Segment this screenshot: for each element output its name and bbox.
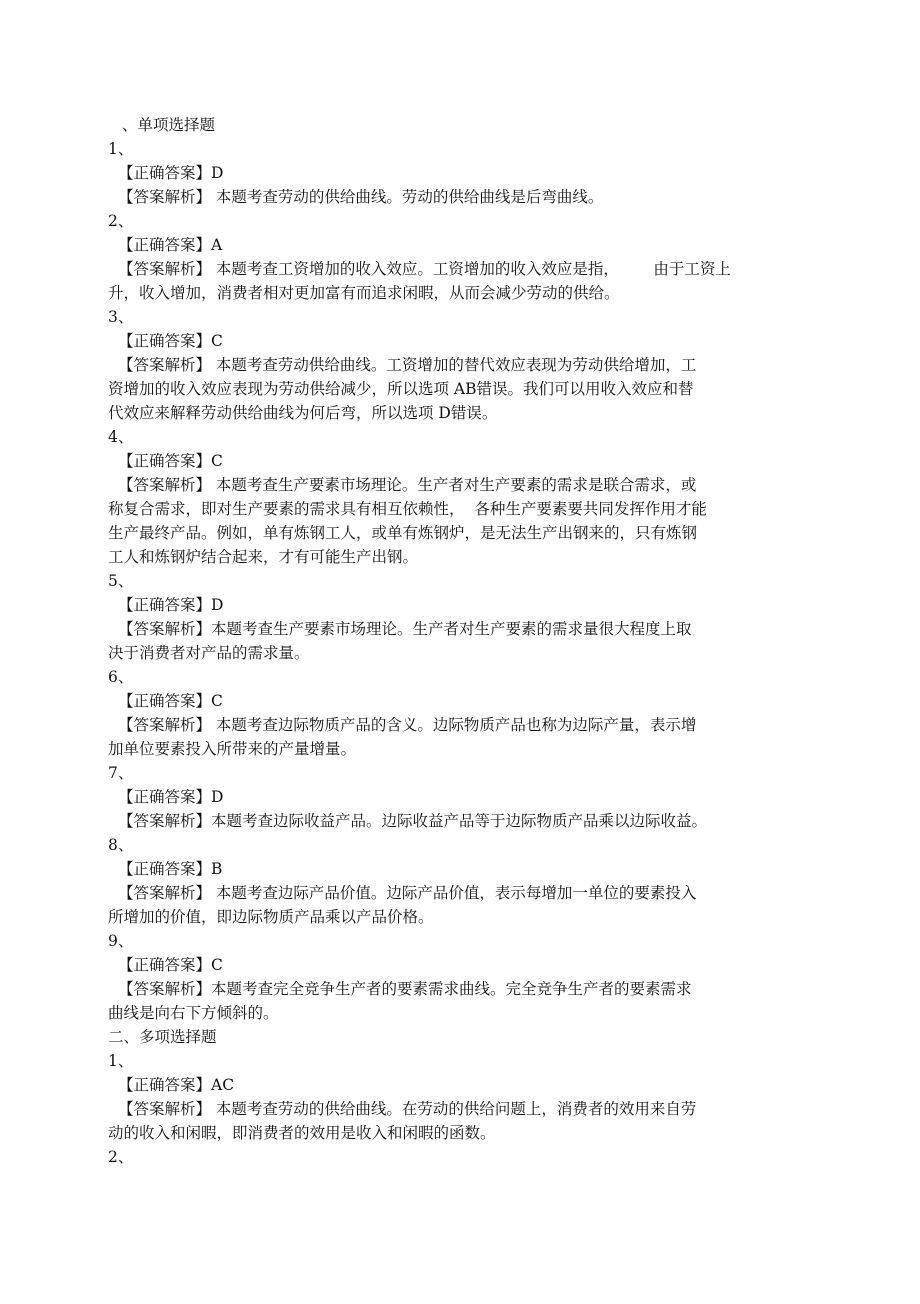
question-number: 4、 bbox=[108, 428, 134, 446]
correct-answer: 【正确答案】C bbox=[118, 452, 223, 470]
answer-explanation: 资增加的收入效应表现为劳动供给减少，所以选项 AB错误。我们可以用收入效应和替 bbox=[108, 380, 694, 398]
answer-explanation: 称复合需求，即对生产要素的需求具有相互依赖性， 各种生产要素要共同发挥作用才能 bbox=[108, 500, 707, 518]
answer-explanation: 【答案解析】 本题考查边际产品价值。边际产品价值，表示每增加一单位的要素投入 bbox=[118, 884, 697, 902]
answer-explanation: 升，收入增加，消费者相对更加富有而追求闲暇，从而会减少劳动的供给。 bbox=[108, 284, 620, 302]
question-number: 9、 bbox=[108, 932, 134, 950]
section1-title: 、单项选择题 bbox=[122, 116, 216, 134]
answer-explanation: 决于消费者对产品的需求量。 bbox=[108, 644, 310, 662]
correct-answer: 【正确答案】A bbox=[118, 236, 223, 254]
correct-answer: 【正确答案】C bbox=[118, 692, 223, 710]
answer-explanation: 【答案解析】 本题考查生产要素市场理论。生产者对生产要素的需求是联合需求，或 bbox=[118, 476, 697, 494]
answer-explanation: 生产最终产品。例如，单有炼钢工人，或单有炼钢炉，是无法生产出钢来的，只有炼钢 bbox=[108, 524, 698, 542]
question-number: 2、 bbox=[108, 1148, 134, 1166]
correct-answer: 【正确答案】C bbox=[118, 332, 223, 350]
correct-answer: 【正确答案】D bbox=[118, 596, 224, 614]
answer-explanation: 代效应来解释劳动供给曲线为何后弯，所以选项 D错误。 bbox=[108, 404, 498, 422]
answer-explanation: 【答案解析】 本题考查工资增加的收入效应。工资增加的收入效应是指， 由于工资上 bbox=[118, 260, 731, 278]
correct-answer: 【正确答案】B bbox=[118, 860, 223, 878]
answer-explanation: 【答案解析】 本题考查劳动的供给曲线。劳动的供给曲线是后弯曲线。 bbox=[118, 188, 604, 206]
answer-explanation: 【答案解析】 本题考查劳动供给曲线。工资增加的替代效应表现为劳动供给增加，工 bbox=[118, 356, 697, 374]
answer-explanation: 所增加的价值，即边际物质产品乘以产品价格。 bbox=[108, 908, 434, 926]
correct-answer: 【正确答案】C bbox=[118, 956, 223, 974]
answer-explanation: 【答案解析】 本题考查边际物质产品的含义。边际物质产品也称为边际产量，表示增 bbox=[118, 716, 697, 734]
answer-explanation: 【答案解析】 本题考查劳动的供给曲线。在劳动的供给问题上，消费者的效用来自劳 bbox=[118, 1100, 697, 1118]
question-number: 7、 bbox=[108, 764, 134, 782]
question-number: 8、 bbox=[108, 836, 134, 854]
answer-explanation: 工人和炼钢炉结合起来，才有可能生产出钢。 bbox=[108, 548, 419, 566]
question-number: 3、 bbox=[108, 308, 134, 326]
answer-explanation: 【答案解析】本题考查生产要素市场理论。生产者对生产要素的需求量很大程度上取 bbox=[118, 620, 692, 638]
correct-answer: 【正确答案】D bbox=[118, 788, 224, 806]
section2-title: 二、多项选择题 bbox=[108, 1028, 217, 1046]
question-number: 6、 bbox=[108, 668, 134, 686]
question-number: 1、 bbox=[108, 140, 134, 158]
answer-explanation: 曲线是向右下方倾斜的。 bbox=[108, 1004, 279, 1022]
question-number: 5、 bbox=[108, 572, 134, 590]
correct-answer: 【正确答案】D bbox=[118, 164, 224, 182]
answer-explanation: 加单位要素投入所带来的产量增量。 bbox=[108, 740, 357, 758]
answer-explanation: 【答案解析】本题考查完全竞争生产者的要素需求曲线。完全竞争生产者的要素需求 bbox=[118, 980, 692, 998]
answer-explanation: 动的收入和闲暇，即消费者的效用是收入和闲暇的函数。 bbox=[108, 1124, 496, 1142]
question-number: 2、 bbox=[108, 212, 134, 230]
answer-explanation: 【答案解析】本题考查边际收益产品。边际收益产品等于边际物质产品乘以边际收益。 bbox=[118, 812, 708, 830]
correct-answer: 【正确答案】AC bbox=[118, 1076, 235, 1094]
question-number: 1、 bbox=[108, 1052, 134, 1070]
